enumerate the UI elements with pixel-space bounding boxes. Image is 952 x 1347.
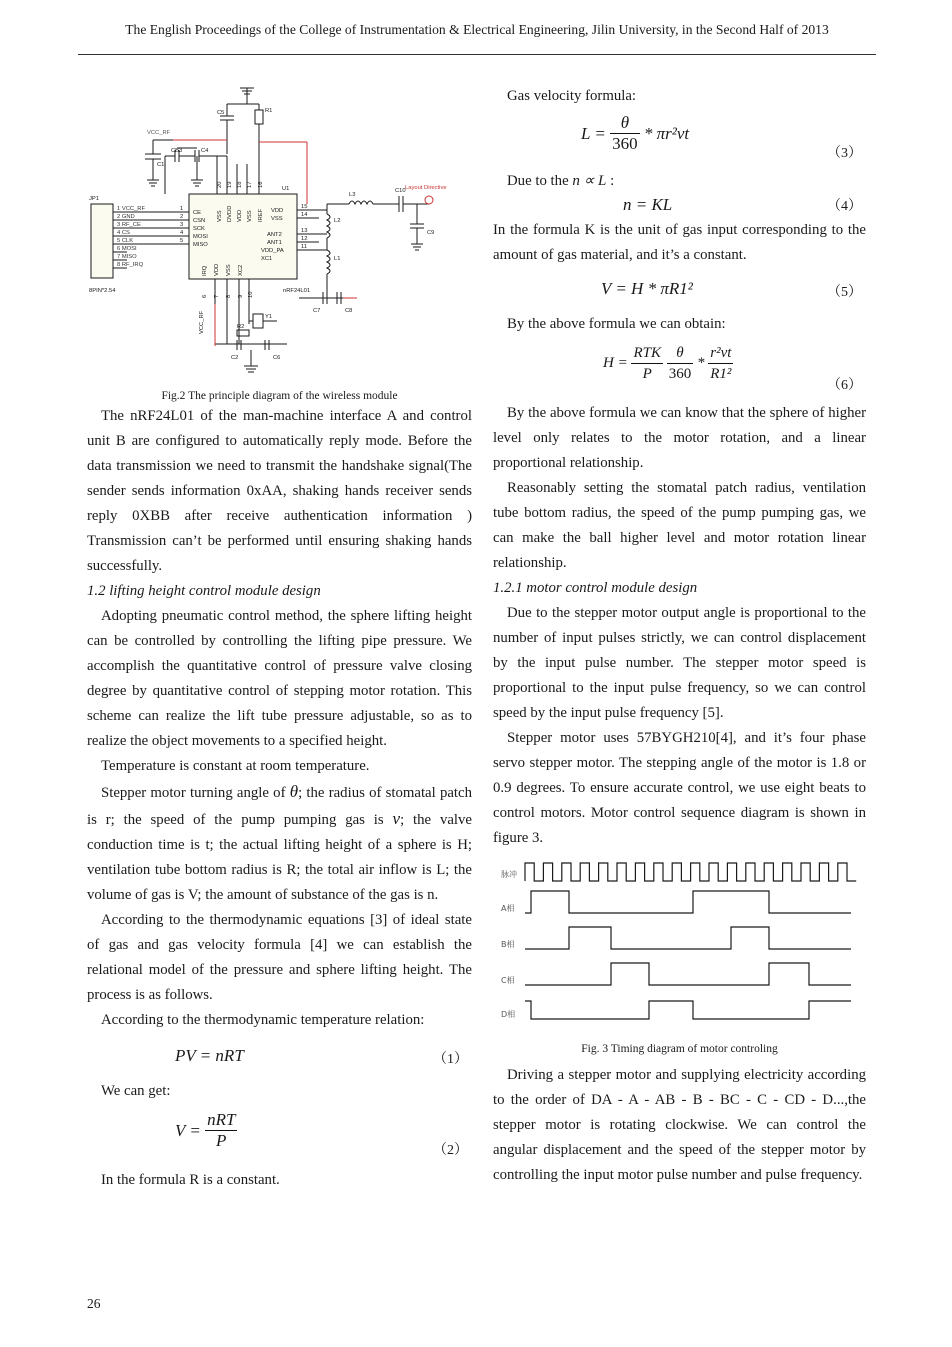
text-run: Due to the [507, 173, 573, 189]
phase-c-waveform [525, 963, 851, 985]
pin-num: 4 [180, 230, 184, 236]
multiply-sign: * [696, 355, 705, 371]
row-label: B相 [501, 940, 515, 949]
c5-label: C5 [217, 110, 225, 116]
paragraph: Reasonably setting the stomatal patch radius, ventilation tube bottom radius, the speed of the pump pumping gas, we can make the ball higher level and motor rotation linear relationship. [493, 480, 866, 571]
chip-pin: ANT1 [267, 240, 282, 246]
pin-num: 10 [248, 291, 254, 298]
fraction-numerator: RTK [631, 343, 663, 364]
pin-num: 19 [227, 181, 233, 188]
equation-2 [87, 1104, 472, 1168]
fig3-timing-diagram [493, 857, 866, 1039]
text-run: : [606, 173, 615, 189]
pin-num: 5 [180, 238, 184, 244]
fraction-numerator: r²vt [708, 343, 733, 364]
chip-pin: VSS [226, 264, 232, 276]
fig3-caption: Fig. 3 Timing diagram of motor controling [581, 1043, 778, 1055]
chip-pin: CE [193, 210, 202, 216]
text-run: ; the valve conduction time is t; the actual lifting height of a sphere is H; ventilation tube bottom radius is R; the total air inflow is L; the volume of gas is V; the amount of substance of the gas is n. [87, 812, 472, 903]
chip-pin: VSS [271, 216, 283, 222]
chip-pin: VSS [217, 210, 223, 222]
paragraph: By the above formula we can know that the sphere of higher level only relates to the motor rotation, and a linear proportional relationship. [493, 405, 866, 471]
row-label: 脉冲 [501, 870, 517, 879]
c6-label: C6 [273, 355, 281, 361]
pin-num: 11 [301, 244, 308, 250]
equation-3 [493, 109, 866, 169]
phase-d-waveform [525, 1001, 851, 1019]
equation-lhs: L = [581, 124, 606, 143]
equation-body [175, 1110, 237, 1151]
c9-label: C9 [427, 230, 435, 236]
pin-num: 15 [301, 204, 308, 210]
header-name-label: 8PIN*2.54 [89, 288, 116, 294]
fraction-denominator: P [216, 1131, 227, 1150]
c4-label: C4 [201, 148, 209, 154]
pin-num: 14 [301, 212, 308, 218]
fig2-schematic [87, 84, 472, 384]
equation-lhs: H = [603, 355, 628, 371]
equation-number: （4） [827, 199, 862, 214]
equation-body: n = KL [623, 195, 673, 214]
equation-number: （1） [433, 1052, 468, 1067]
pin-num: 13 [301, 228, 308, 234]
vcc-rf-bottom-label: VCC_RF [199, 310, 205, 334]
right-column [493, 84, 866, 1188]
paragraph: According to the thermodynamic equations [3] of ideal state of gas and gas velocity formula [4] we can establish the relational model of the pressure and sphere lifting height. The process is as follows. [87, 912, 472, 1003]
equation-number: （5） [827, 285, 862, 300]
paragraph: Adopting pneumatic control method, the sphere lifting height can be controlled by controlling the lifting pipe pressure. We accomplish the quantitative control of pressure valve closing degree by quantitative control of stepping motor rotation. This scheme can realize the lift tube pressure adjustable, so as to realize the object movements to a specified height. [87, 608, 472, 749]
chip-name-label: nRF24L01 [283, 288, 311, 294]
chip-pin: CSN [193, 218, 206, 224]
cb3-label: CB3 [171, 148, 183, 154]
text-run: Stepper motor turning angle of [101, 785, 290, 801]
chip-pin: VDD [237, 209, 243, 222]
fraction-numerator: nRT [207, 1110, 236, 1129]
fraction-denominator: 360 [668, 366, 692, 382]
equation-lhs: V = [175, 1121, 201, 1140]
pin-num: 1 [180, 206, 184, 212]
running-header: The English Proceedings of the College of Instrumentation & Electrical Engineering, Jilin University, in the Second Half of 2013 [78, 6, 876, 55]
l1-label: L1 [334, 256, 341, 262]
pin-num: 12 [301, 236, 308, 242]
equation-5 [493, 268, 866, 312]
pulse-waveform [525, 863, 856, 881]
paragraph: Driving a stepper motor and supplying electricity according to the order of DA - A - AB - B - BC - C - CD - D...,the stepper motor is rotating clockwise. We can control the angular displacement and the speed of the stepper motor by controlling the input motor pulse number and pulse frequency. [493, 1067, 866, 1183]
chip-pin-numbers-top [217, 182, 264, 188]
r1-label: R1 [265, 108, 273, 114]
chip-pin: VDD_PA [261, 248, 284, 254]
jp1-pin: 1 VCC_RF [117, 206, 146, 212]
fraction-numerator: θ [667, 343, 694, 364]
vcc-rf-label: VCC_RF [147, 130, 171, 136]
pin-num: 2 [180, 214, 184, 220]
equation-6 [493, 337, 866, 401]
jp1-pin: 5 CLK [117, 238, 134, 244]
equation-4 [493, 194, 866, 218]
c2-label: C2 [231, 355, 239, 361]
equation-body: PV = nRT [175, 1046, 244, 1065]
jp1-pin: 4 CS [117, 230, 130, 236]
chip-pin: IREF [258, 208, 264, 222]
equation-body [603, 343, 733, 384]
chip-pin: IRQ [202, 265, 208, 276]
chip-pin-numbers-bottom [202, 292, 254, 298]
fraction-denominator: R1² [710, 366, 732, 382]
paragraph: Stepper motor uses 57BYGH210[4], and it’s four phase servo stepper motor. The stepping angle of the motor is 1.8 or 0.9 degrees. To ensure accurate control, we use eight beats to control motors. Motor control sequence diagram is shown in figure 3. [493, 730, 866, 846]
equation-body [581, 113, 689, 154]
jp1-pin-labels [117, 206, 145, 268]
jp1-label: JP1 [89, 196, 99, 202]
chip-pin: VDD [271, 208, 284, 214]
pin-num: 16 [258, 181, 264, 188]
equation-number: （2） [433, 1143, 468, 1158]
fraction-denominator: 360 [612, 134, 638, 153]
c7-label: C7 [313, 308, 321, 314]
jp1-pin: 2 GND [117, 214, 135, 220]
chip-pin: VSS [247, 210, 253, 222]
chip-pin: VDD [214, 263, 220, 276]
row-label: D相 [501, 1010, 516, 1019]
paragraph: By the above formula we can obtain: [507, 316, 726, 332]
layout-directive-label: Layout Directive [405, 185, 447, 191]
u1-label: U1 [282, 186, 290, 192]
chip-pin: SCK [193, 226, 205, 232]
fig2-caption: Fig.2 The principle diagram of the wireless module [161, 390, 398, 402]
pin-num: 20 [217, 181, 223, 188]
text-run: ; the radius of stomatal patch is r; the speed of the pump pumping gas is [87, 785, 472, 828]
pin-num: 6 [202, 294, 208, 298]
row-label: C相 [501, 976, 515, 985]
fraction-denominator: P [642, 366, 652, 382]
chip-pin: MOSI [193, 234, 208, 240]
paragraph: Temperature is constant at room temperature. [101, 758, 370, 774]
page-number: 26 [87, 1296, 101, 1311]
pin-num: 3 [180, 222, 184, 228]
paragraph: The nRF24L01 of the man-machine interface A and control unit B are configured to automatically reply mode. Before the data transmission we need to transmit the handshake signal(The sender sends information 0xAA, shaking hands receiver sends reply 0XBB after receive authentication information ) Transmission can’t be performed until ensuring shaking hands successfully. [87, 408, 472, 574]
chip-pin: DVDD [227, 205, 233, 222]
paragraph: In the formula R is a constant. [101, 1172, 280, 1188]
paragraph [87, 779, 472, 908]
paragraph: According to the thermodynamic temperature relation: [101, 1012, 425, 1028]
equation-number: （3） [827, 146, 862, 161]
paragraph [493, 169, 866, 194]
paragraph: We can get: [101, 1083, 171, 1099]
equation-number: （6） [827, 378, 862, 393]
paragraph: Due to the stepper motor output angle is proportional to the number of input pulses strictly, we can control displacement by the input pulse number. The stepper motor speed is proportional to the input pulse frequency, so we can control speed by the input pulse frequency [5]. [493, 605, 866, 721]
c1-label: C1 [157, 162, 165, 168]
chip-pin-numbers-right [301, 204, 308, 250]
v-symbol: v [392, 809, 401, 828]
theta-symbol: θ [289, 782, 299, 801]
chip-pin: ANT2 [267, 232, 282, 238]
wireless-module-schematic [87, 84, 472, 384]
left-column [87, 84, 472, 1193]
c8-label: C8 [345, 308, 353, 314]
pin-num: 9 [238, 294, 244, 298]
pin-num: 18 [237, 181, 243, 188]
paragraph: Gas velocity formula: [507, 88, 637, 104]
phase-a-waveform [525, 891, 851, 913]
pin-num: 7 [214, 294, 220, 298]
timing-diagram-svg [493, 857, 866, 1039]
proportional-relation: n ∝ L [572, 173, 607, 189]
equation-body: V = H * πR1² [601, 279, 693, 298]
equation-1 [87, 1033, 472, 1079]
chip-pin: XC1 [261, 256, 273, 262]
l3-label: L3 [349, 192, 356, 198]
paragraph: In the formula K is the unit of gas input corresponding to the amount of gas material, and it’s a constant. [493, 222, 866, 263]
row-label: A相 [501, 904, 515, 913]
phase-b-waveform [525, 927, 851, 949]
l2-label: L2 [334, 218, 341, 224]
fraction-numerator: θ [610, 113, 640, 134]
jp1-pin: 7 MISO [117, 254, 137, 260]
pin-num: 8 [226, 294, 232, 298]
jp1-pin: 8 RF_IRQ [117, 262, 144, 268]
jp1-pin: 3 RF_CE [117, 222, 141, 228]
jp1-pin: 6 MOSI [117, 246, 137, 252]
y1-label: Y1 [265, 314, 273, 320]
section-heading: 1.2 lifting height control module design [87, 583, 321, 599]
r2-label: R2 [237, 324, 245, 330]
equation-rhs: * πr²vt [643, 124, 690, 143]
c10-label: C10 [395, 188, 406, 194]
pin-num: 17 [247, 181, 253, 188]
section-heading: 1.2.1 motor control module design [493, 580, 698, 596]
chip-pin: XC2 [238, 264, 244, 276]
chip-pin: MISO [193, 242, 208, 248]
